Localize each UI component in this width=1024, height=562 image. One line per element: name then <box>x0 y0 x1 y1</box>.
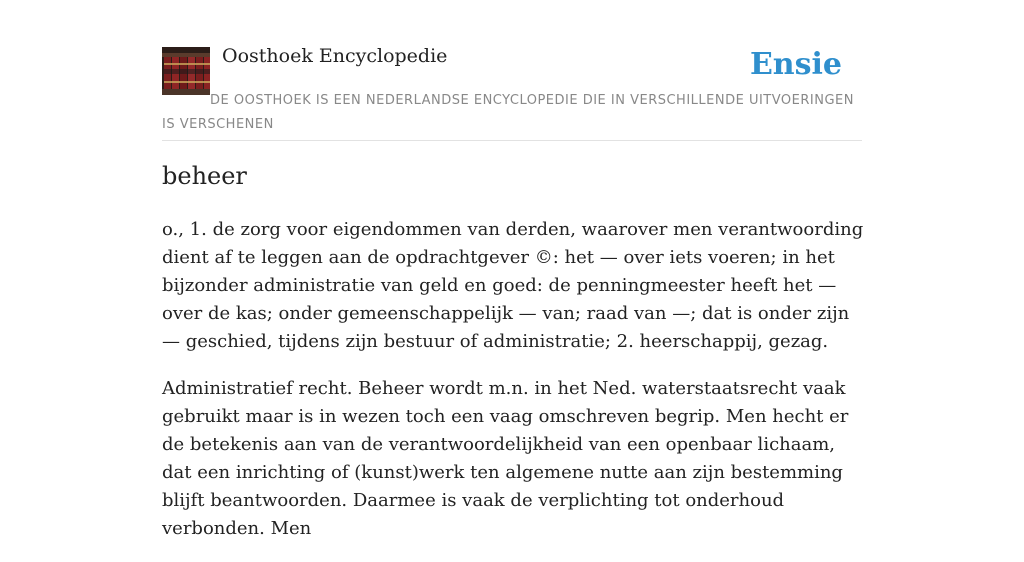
site-header <box>162 0 862 141</box>
site-title-link[interactable]: Oosthoek Encyclopedie <box>222 45 448 67</box>
entry-paragraph-administratief-recht: Administratief recht. Beheer wordt m.n. in het Ned. waterstaatsrecht vaak gebruikt maar is in wezen toch een vaag omschreven begrip. Men hecht er de betekenis aan van de verantwoordelijkheid van een openbaar lichaam, dat een inrichting of (kunst)werk ten algemene nutte aan zijn bestemming blijft beantwoorden. Daarmee is vaak de verplichting tot onderhoud verbonden. Men <box>162 378 849 539</box>
entry-paragraph-definition: o., 1. de zorg voor eigendommen van derden, waarover men verantwoording dient af te leggen aan de opdrachtgever ©: het — over iets voeren; in het bijzonder administratie van geld en goed: de penningmeester heeft het — over de kas; onder gemeenschappelijk — van; raad van —; dat is onder zijn — geschied, tijdens zijn bestuur of administratie; 2. heerschappij, gezag. <box>162 219 864 352</box>
site-tagline: DE OOSTHOEK IS EEN NEDERLANDSE ENCYCLOPEDIE DIE IN VERSCHILLENDE UITVOERINGEN IS VERSCHENEN <box>162 93 854 132</box>
encyclopedia-books-icon[interactable] <box>162 47 210 95</box>
entry-body <box>162 216 867 562</box>
page-container <box>162 0 864 539</box>
brand-logo-link[interactable]: Ensie <box>749 47 842 82</box>
entry-title: beheer <box>162 162 247 190</box>
